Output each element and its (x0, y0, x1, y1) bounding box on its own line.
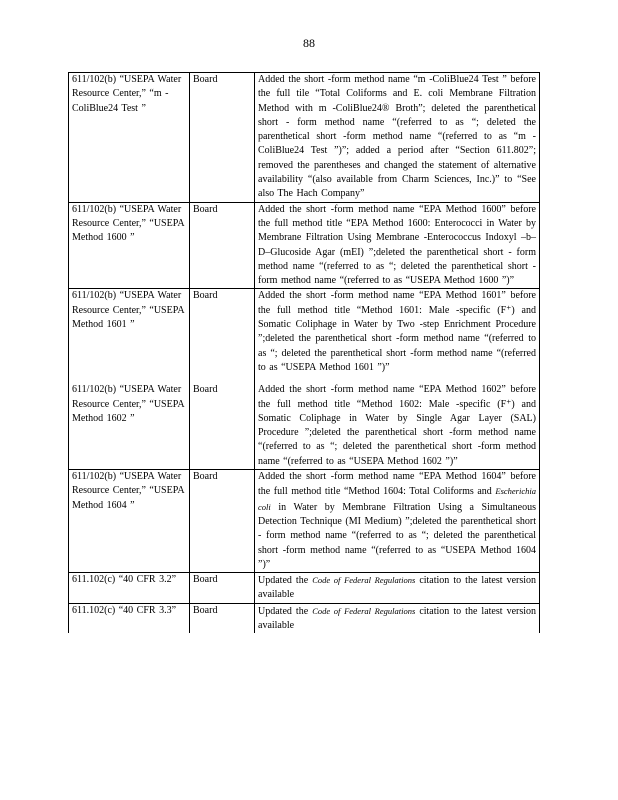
section-cell: 611/102(b) “USEPA Water Resource Center,” “USEPA Method 1602 ” (69, 375, 190, 469)
table-row (69, 375, 540, 469)
section-cell: 611/102(b) “USEPA Water Resource Center,” “USEPA Method 1601 ” (69, 289, 190, 375)
section-cell: 611/102(b) “USEPA Water Resource Center,” “USEPA Method 1600 ” (69, 202, 190, 289)
description-cell (255, 603, 540, 633)
description-cell (255, 573, 540, 604)
section-cell: 611.102(c) “40 CFR 3.3” (69, 603, 190, 633)
section-cell: 611/102(b) “USEPA Water Resource Center,” “USEPA Method 1604 ” (69, 470, 190, 573)
cfr-title: Code of Federal Regulations (312, 605, 416, 616)
table-row (69, 573, 540, 604)
source-cell: Board (190, 573, 255, 604)
description-cell: Added the short -form method name “EPA Method 1600” before the full method title “EPA Method 1600: Enterococci in Water by Membrane Filtration Using Membrane -Enterococcus Indoxyl –b–D–Glucoside Agar (mEI) ”;deleted the parenthetical short - form method name “(referred to as “; deleted the parenthetical short -form method name “(referred to as “USEPA Method 1600 ”)” (255, 202, 540, 289)
description-text: citation to the latest version available (258, 605, 537, 631)
description-text: Added the short -form method name “EPA Method 1604” before the full method title “Method 1604: Total Coliforms and (258, 471, 536, 498)
description-cell: Added the short -form method name “EPA Method 1602” before the full method title “Method 1602: Male -specific (F⁺) and Somatic Coliphage in Water by Single Agar Layer (SAL) Procedure ”;deleted the parenthetical short -form method name “(referred to as “; deleted the parenthetical short -form method name “(referred to as “USEPA Method 1602 ”)” (255, 375, 540, 469)
table-row (69, 289, 540, 375)
table-row (69, 603, 540, 633)
table-row (69, 202, 540, 289)
source-cell: Board (190, 470, 255, 573)
description-text: citation to the latest version available (258, 575, 537, 601)
description-text: Updated the (258, 605, 309, 617)
description-cell (255, 470, 540, 573)
table-row (69, 73, 540, 203)
description-cell: Added the short -form method name “EPA Method 1601” before the full method title “Method 1601: Male -specific (F⁺) and Somatic Coliphage in Water by Two -step Enrichment Procedure ”;deleted the parenthetical short -form method name “(referred to as “; deleted the parenthetical short -form method name “(referred to as “USEPA Method 1601 ”)” (255, 289, 540, 375)
table-row (69, 470, 540, 573)
species-name: Escherichia coli (258, 486, 536, 512)
cfr-title: Code of Federal Regulations (312, 575, 416, 586)
page-number: 88 (303, 36, 315, 50)
section-cell: 611.102(c) “40 CFR 3.2” (69, 573, 190, 604)
source-cell: Board (190, 73, 255, 203)
changes-table (68, 72, 540, 633)
description-text: in Water by Membrane Filtration Using a Simultaneous Detection Technique (MI Medium) ”;deleted the parenthetical short - form method name “(referred to as “; deleted the parenthetical short -form method name “(referred to as “USEPA Method 1604 ”)” (258, 501, 537, 570)
source-cell: Board (190, 289, 255, 375)
description-cell: Added the short -form method name “m -ColiBlue24 Test ” before the full tile “Total Coliforms and E. coli Membrane Filtration Method with m -ColiBlue24® Broth”; deleted the parenthetical short - form method name “(referred to as “; deleted the parenthetical short -form method name “(referred to as “m -ColiBlue24 Test ”)”; added a period after “Section 611.802”; removed the parentheses and changed the statement of alternative availability “(also available from Charm Sciences, Inc.)” to “See also The Hach Company” (255, 73, 540, 203)
source-cell: Board (190, 375, 255, 469)
description-text: Updated the (258, 575, 309, 587)
source-cell: Board (190, 603, 255, 633)
section-cell: 611/102(b) “USEPA Water Resource Center,” “m -ColiBlue24 Test ” (69, 73, 190, 203)
source-cell: Board (190, 202, 255, 289)
